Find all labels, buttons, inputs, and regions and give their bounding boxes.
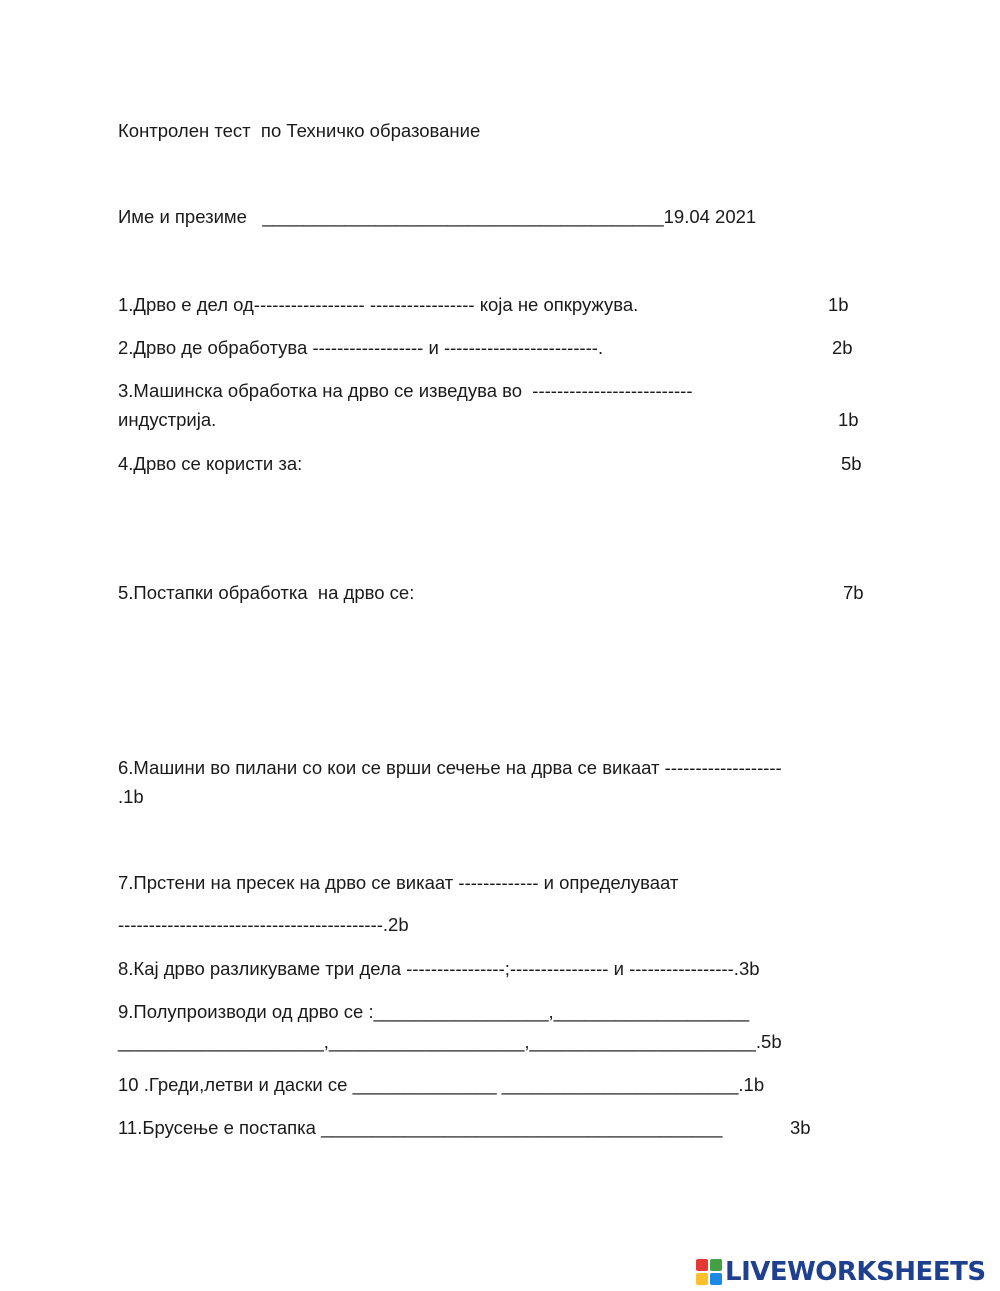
question-2-points: 2b (832, 337, 853, 358)
question-2: 2.Дрво де обработува ------------------ и -------------------------. (118, 337, 604, 358)
question-9: 9.Полупроизводи од дрво се :_________________,___________________ (118, 1001, 750, 1022)
question-5-points: 7b (843, 582, 864, 603)
question-4-points: 5b (841, 453, 862, 474)
logo-block-red (696, 1259, 708, 1271)
question-11-points: 3b (790, 1117, 811, 1138)
question-6: 6.Машини во пилани со кои се врши сечење на дрва се викаат ------------------- (118, 757, 782, 778)
question-11: 11.Брусење е постапка _______________________________________ (118, 1117, 723, 1138)
logo-blocks-icon (696, 1259, 722, 1285)
logo-block-yellow (696, 1273, 708, 1285)
logo-text: LIVEWORKSHEETS (725, 1257, 986, 1287)
liveworksheets-logo (696, 1258, 986, 1286)
logo-block-green (710, 1259, 722, 1271)
question-9-cont: ____________________,___________________,______________________.5b (118, 1031, 782, 1052)
logo-block-blue (710, 1273, 722, 1285)
question-10: 10 .Греди,летви и даски се ______________ _______________________.1b (118, 1074, 765, 1095)
question-5: 5.Постапки обработка на дрво се: (118, 582, 415, 603)
question-7-cont: -------------------------------------------.2b (118, 914, 409, 935)
question-1-points: 1b (828, 294, 849, 315)
question-7: 7.Прстени на пресек на дрво се викаат ------------- и определуваат (118, 872, 679, 893)
question-3: 3.Машинска обработка на дрво се изведува во -------------------------- (118, 380, 693, 401)
page-title: Контролен тест по Техничко образование (118, 120, 481, 141)
question-1: 1.Дрво е дел од------------------ ----------------- која не опкружува. (118, 294, 639, 315)
question-4: 4.Дрво се користи за: (118, 453, 303, 474)
question-8: 8.Кај дрво разликуваме три дела ----------------;---------------- и -----------------.3b (118, 958, 760, 979)
question-6-cont: .1b (118, 786, 144, 807)
test-date: 19.04 2021 (663, 206, 757, 227)
name-blank[interactable]: _______________________________________ (262, 206, 664, 227)
name-line (118, 206, 756, 228)
question-3-cont: индустрија. (118, 409, 217, 430)
question-3-points: 1b (838, 409, 859, 430)
name-label: Име и презиме (118, 206, 263, 227)
